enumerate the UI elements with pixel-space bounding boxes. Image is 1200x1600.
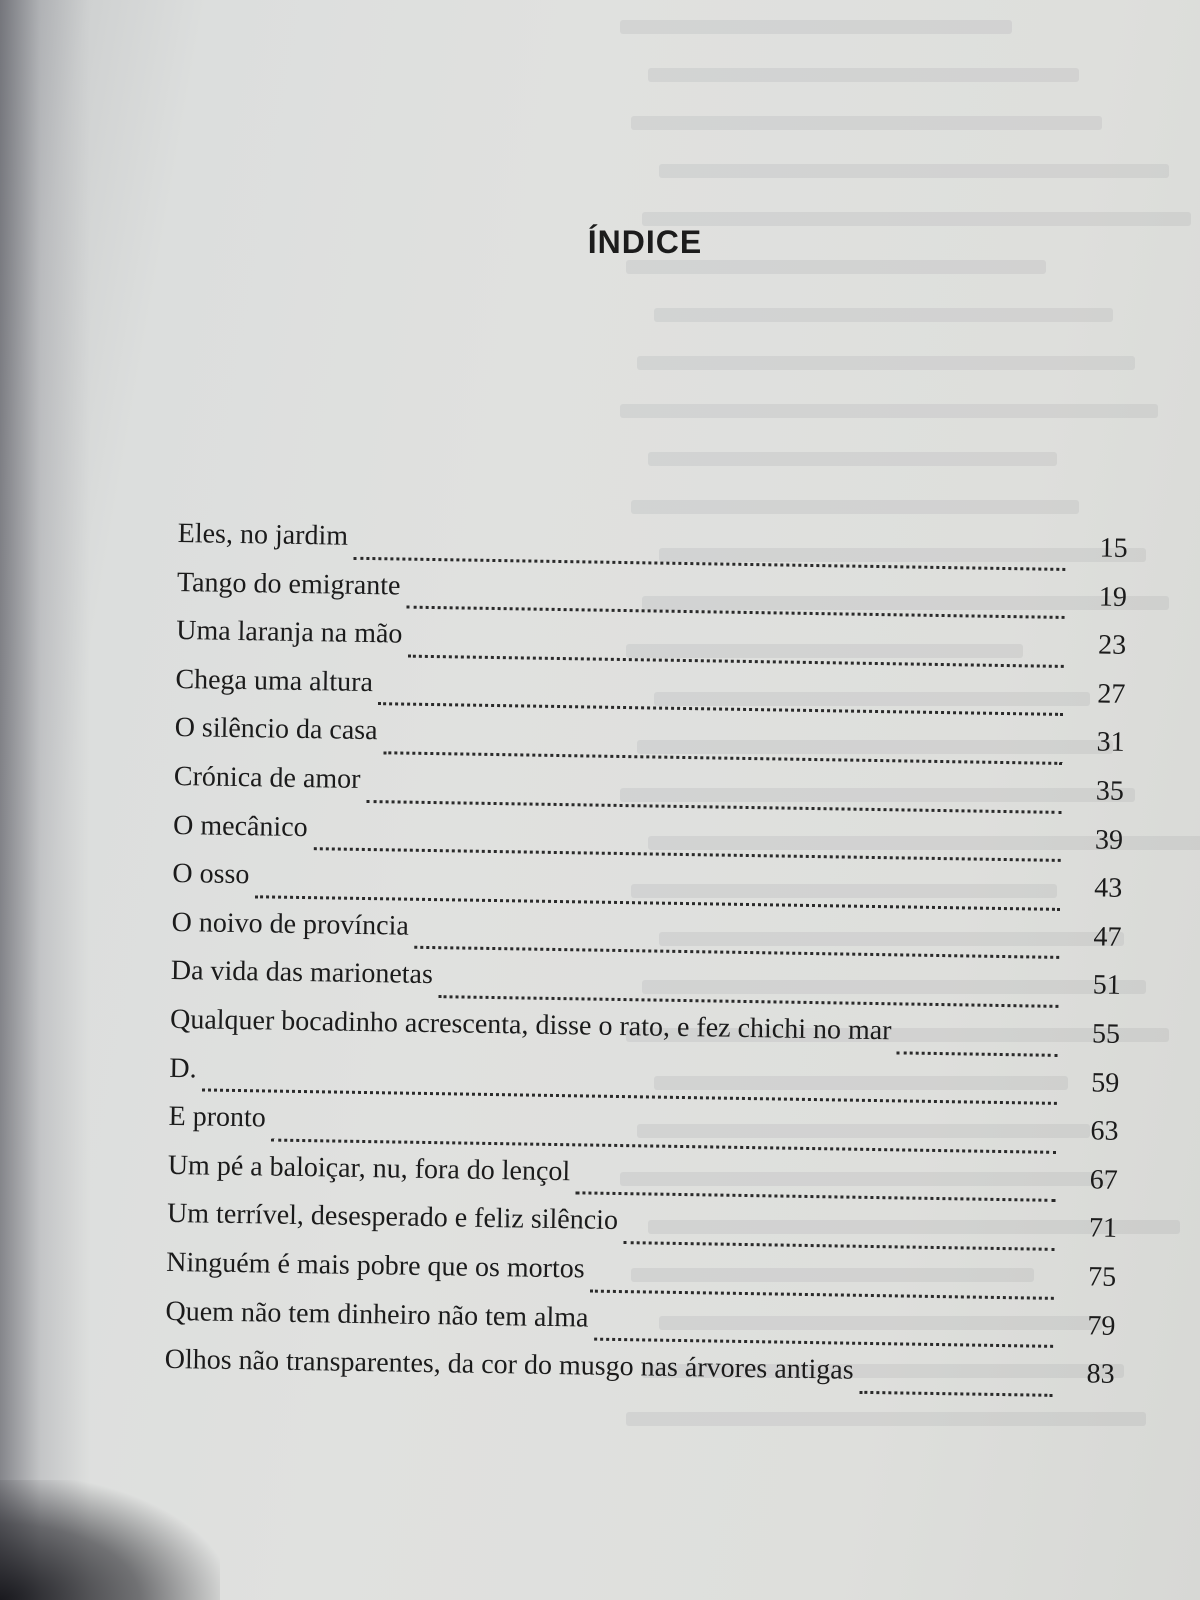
toc-page-number: 31 (1096, 726, 1125, 759)
toc-entry-title: E pronto (168, 1101, 267, 1134)
toc-entry-title: Um pé a baloiçar, nu, fora do lençol (167, 1149, 571, 1187)
toc-entry-title: Uma laranja na mão (175, 615, 403, 650)
toc-dot-leader (383, 751, 1062, 765)
toc-entry-title: Qualquer bocadinho acrescenta, disse o rato, e fez chichi no mar (169, 1003, 892, 1047)
toc-entry-title: D. (169, 1052, 197, 1084)
toc-dot-leader (354, 556, 1066, 570)
toc-dot-leader (379, 703, 1063, 717)
toc-dot-leader (414, 946, 1059, 959)
toc-entry-title: O mecânico (172, 809, 308, 843)
toc-page-number: 43 (1094, 872, 1123, 905)
toc-page-number: 15 (1099, 532, 1128, 564)
show-through-line (654, 308, 1113, 322)
toc-entry-title: O osso (172, 858, 250, 891)
toc-page-number: 35 (1095, 775, 1125, 807)
toc-page-number: 39 (1094, 824, 1124, 856)
show-through-line (631, 116, 1101, 130)
toc-entry-title: Tango do emigrante (176, 566, 401, 602)
toc-dot-leader (594, 1338, 1053, 1348)
toc-dot-leader (859, 1390, 1052, 1396)
toc-entry-title: Quem não tem dinheiro não tem alma (165, 1295, 589, 1334)
toc-dot-leader (408, 654, 1064, 667)
show-through-line (626, 1412, 1147, 1426)
toc-entry-title: Da vida das marionetas (170, 955, 434, 991)
show-through-line (648, 452, 1057, 466)
toc-dot-leader (313, 847, 1060, 862)
background-shadow (0, 1480, 220, 1600)
page-title: ÍNDICE (587, 224, 703, 260)
toc-dot-leader (897, 1051, 1058, 1057)
show-through-line (637, 356, 1135, 370)
toc-page-number: 47 (1093, 921, 1122, 953)
toc-entry-title: O silêncio da casa (174, 712, 378, 747)
toc-dot-leader (202, 1089, 1057, 1105)
toc-page-number: 63 (1090, 1115, 1119, 1147)
toc-page-number: 19 (1098, 581, 1128, 613)
toc-page-number: 79 (1087, 1309, 1116, 1342)
toc-entry-title: Ninguém é mais pobre que os mortos (166, 1246, 585, 1285)
toc-page-number: 67 (1089, 1164, 1118, 1196)
toc-page-number: 71 (1088, 1212, 1118, 1245)
toc-page-number: 55 (1091, 1018, 1121, 1050)
table-of-contents (164, 518, 1128, 1408)
toc-dot-leader (366, 800, 1061, 814)
toc-page-number: 83 (1086, 1358, 1115, 1390)
toc-entry-title: Olhos não transparentes, da cor do musgo nas árvores antigas (164, 1343, 854, 1386)
toc-entry-title: O noivo de província (171, 906, 410, 942)
toc-entry-title: Eles, no jardim (177, 518, 349, 552)
toc-dot-leader (406, 606, 1064, 619)
toc-dot-leader (624, 1241, 1055, 1251)
toc-entry-title: Um terrível, desesperado e feliz silêncio (166, 1198, 619, 1237)
toc-dot-leader (271, 1138, 1056, 1153)
show-through-line (620, 20, 1012, 34)
toc-page-number: 23 (1097, 629, 1127, 662)
show-through-line (631, 500, 1079, 514)
toc-dot-leader (255, 895, 1060, 911)
show-through-line (620, 404, 1158, 418)
toc-page-number: 27 (1097, 678, 1126, 710)
show-through-line (659, 164, 1169, 178)
show-through-line (626, 260, 1046, 274)
toc-page-number: 59 (1091, 1066, 1120, 1099)
toc-dot-leader (576, 1192, 1056, 1203)
toc-dot-leader (439, 995, 1059, 1008)
toc-page-number: 51 (1092, 969, 1122, 1002)
show-through-line (648, 68, 1079, 82)
toc-page-number: 75 (1087, 1261, 1117, 1293)
toc-entry-title: Crónica de amor (173, 760, 361, 795)
toc-dot-leader (590, 1289, 1054, 1299)
toc-entry-title: Chega uma altura (175, 663, 374, 698)
